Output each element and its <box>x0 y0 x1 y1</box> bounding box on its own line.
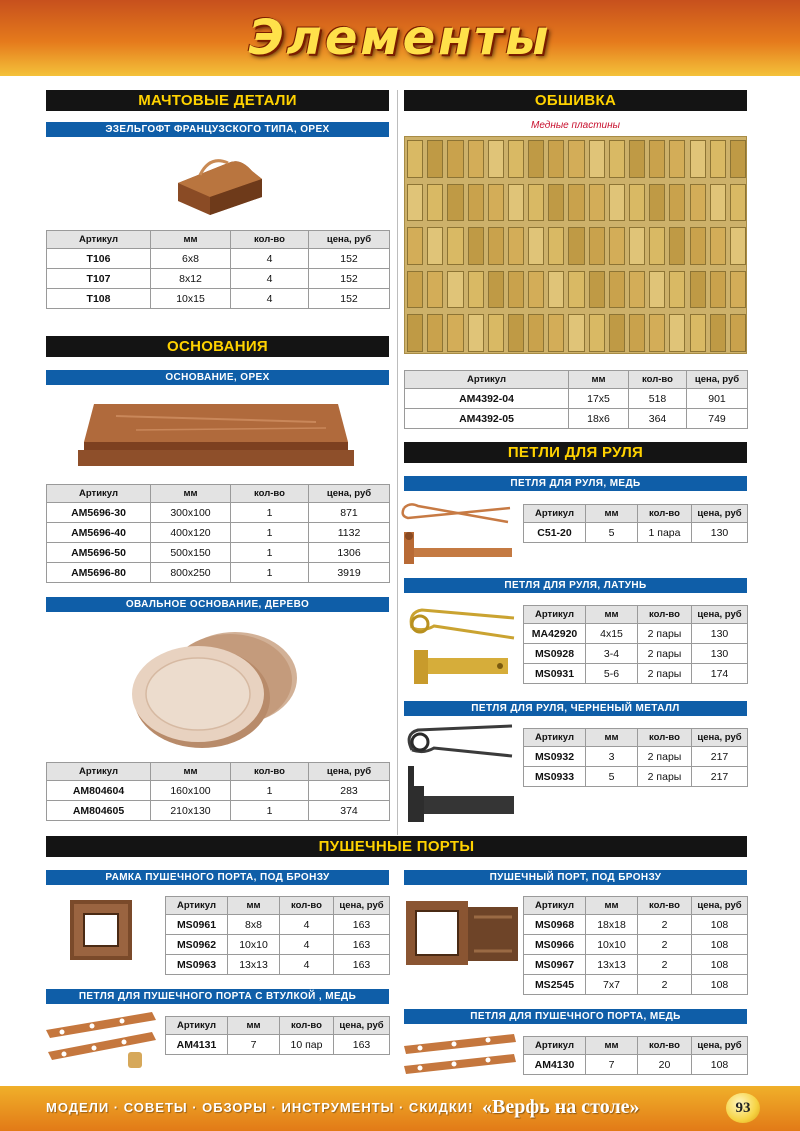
table-row: AM4392-05 18x6 364 749 <box>405 409 748 429</box>
col-article: Артикул <box>524 505 586 523</box>
col-mm: мм <box>586 505 638 523</box>
port-bronze-table <box>523 896 748 995</box>
col-mm: мм <box>586 606 638 624</box>
table-row: MS0968 18x18 2 108 <box>524 915 748 935</box>
col-price: цена, руб <box>692 1037 748 1055</box>
table-row: C51-20 5 1 пара 130 <box>524 523 748 543</box>
copper-plates-image <box>404 136 747 354</box>
page-number: 93 <box>726 1093 760 1123</box>
col-article: Артикул <box>166 1017 228 1035</box>
col-mm: мм <box>151 231 231 249</box>
section-plating: ОБШИВКА <box>404 90 747 111</box>
col-qty: кол-во <box>638 606 692 624</box>
col-price: цена, руб <box>309 485 390 503</box>
col-price: цена, руб <box>687 371 748 389</box>
col-mm: мм <box>151 485 231 503</box>
walnut-base-image <box>76 392 356 472</box>
table-row: MS0928 3-4 2 пары 130 <box>524 644 748 664</box>
table-row: MS2545 7x7 2 108 <box>524 975 748 995</box>
table-row: AM5696-80 800x250 1 3919 <box>47 563 390 583</box>
rudder-hinge-brass-image <box>404 598 520 690</box>
port-bronze-image <box>404 895 520 975</box>
col-mm: мм <box>151 763 231 781</box>
subsection-port-hinge-sleeve: ПЕТЛЯ ДЛЯ ПУШЕЧНОГО ПОРТА С ВТУЛКОЙ , МЕДЬ <box>46 989 389 1004</box>
oval-base-image <box>130 618 300 753</box>
col-article: Артикул <box>524 1037 586 1055</box>
table-row: MS0962 10x10 4 163 <box>166 935 390 955</box>
col-article: Артикул <box>47 485 151 503</box>
col-mm: мм <box>569 371 629 389</box>
port-hinge-copper-image <box>400 1030 520 1080</box>
section-gun-ports: ПУШЕЧНЫЕ ПОРТЫ <box>46 836 747 857</box>
table-row: MS0966 10x10 2 108 <box>524 935 748 955</box>
col-price: цена, руб <box>334 1017 390 1035</box>
col-qty: кол-во <box>638 729 692 747</box>
col-article: Артикул <box>524 729 586 747</box>
subsection-eselgoft: ЭЗЕЛЬГОФТ ФРАНЦУЗСКОГО ТИПА, ОРЕХ <box>46 122 389 137</box>
port-frame-image <box>68 898 134 962</box>
col-mm: мм <box>228 897 280 915</box>
walnut-base-table <box>46 484 390 583</box>
subsection-oval-base: ОВАЛЬНОЕ ОСНОВАНИЕ, ДЕРЕВО <box>46 597 389 612</box>
table-row: T106 6x8 4 152 <box>47 249 390 269</box>
col-article: Артикул <box>524 606 586 624</box>
col-qty: кол-во <box>638 897 692 915</box>
table-row: AM5696-40 400x120 1 1132 <box>47 523 390 543</box>
col-price: цена, руб <box>692 505 748 523</box>
port-hinge-sleeve-table <box>165 1016 390 1055</box>
subsection-rudder-copper: ПЕТЛЯ ДЛЯ РУЛЯ, МЕДЬ <box>404 476 747 491</box>
table-row: T108 10x15 4 152 <box>47 289 390 309</box>
table-row: MS0963 13x13 4 163 <box>166 955 390 975</box>
col-qty: кол-во <box>280 1017 334 1035</box>
col-article: Артикул <box>524 897 586 915</box>
column-divider <box>397 90 398 835</box>
col-price: цена, руб <box>692 606 748 624</box>
table-row: T107 8x12 4 152 <box>47 269 390 289</box>
page-footer <box>0 1086 800 1131</box>
section-mast-parts: МАЧТОВЫЕ ДЕТАЛИ <box>46 90 389 111</box>
table-row: AM5696-30 300x100 1 871 <box>47 503 390 523</box>
rudder-hinge-black-image <box>402 716 520 826</box>
col-mm: мм <box>586 1037 638 1055</box>
page-header <box>0 0 800 76</box>
section-bases: ОСНОВАНИЯ <box>46 336 389 357</box>
section-rudder-hinges: ПЕТЛИ ДЛЯ РУЛЯ <box>404 442 747 463</box>
col-qty: кол-во <box>638 1037 692 1055</box>
col-price: цена, руб <box>309 763 390 781</box>
col-article: Артикул <box>166 897 228 915</box>
col-mm: мм <box>586 897 638 915</box>
port-hinge-copper-table <box>523 1036 748 1075</box>
subsection-port-bronze: ПУШЕЧНЫЙ ПОРТ, ПОД БРОНЗУ <box>404 870 747 885</box>
table-row: MS0933 5 2 пары 217 <box>524 767 748 787</box>
rudder-black-table <box>523 728 748 787</box>
col-article: Артикул <box>47 763 151 781</box>
table-row: AM4392-04 17x5 518 901 <box>405 389 748 409</box>
subsection-rudder-black: ПЕТЛЯ ДЛЯ РУЛЯ, ЧЕРНЕНЫЙ МЕТАЛЛ <box>404 701 747 716</box>
col-qty: кол-во <box>231 763 309 781</box>
col-article: Артикул <box>47 231 151 249</box>
page-title: Элементы <box>248 10 552 66</box>
rudder-hinge-copper-image <box>400 496 518 576</box>
oval-base-table <box>46 762 390 821</box>
table-row: AM804605 210x130 1 374 <box>47 801 390 821</box>
table-row: MA42920 4x15 2 пары 130 <box>524 624 748 644</box>
table-row: AM5696-50 500x150 1 1306 <box>47 543 390 563</box>
table-row: AM4130 7 20 108 <box>524 1055 748 1075</box>
col-price: цена, руб <box>692 897 748 915</box>
col-qty: кол-во <box>231 485 309 503</box>
port-hinge-sleeve-image <box>42 1004 162 1074</box>
col-qty: кол-во <box>280 897 334 915</box>
col-mm: мм <box>586 729 638 747</box>
col-article: Артикул <box>405 371 569 389</box>
plates-caption: Медные пластины <box>531 120 620 131</box>
col-qty: кол-во <box>638 505 692 523</box>
footer-brand: «Верфь на столе» <box>482 1096 640 1118</box>
subsection-base-walnut: ОСНОВАНИЕ, ОРЕХ <box>46 370 389 385</box>
rudder-brass-table <box>523 605 748 684</box>
subsection-port-frame: РАМКА ПУШЕЧНОГО ПОРТА, ПОД БРОНЗУ <box>46 870 389 885</box>
table-row: AM4131 7 10 пар 163 <box>166 1035 390 1055</box>
col-price: цена, руб <box>334 897 390 915</box>
subsection-port-hinge-copper: ПЕТЛЯ ДЛЯ ПУШЕЧНОГО ПОРТА, МЕДЬ <box>404 1009 747 1024</box>
subsection-rudder-brass: ПЕТЛЯ ДЛЯ РУЛЯ, ЛАТУНЬ <box>404 578 747 593</box>
footer-tagline: МОДЕЛИ · СОВЕТЫ · ОБЗОРЫ · ИНСТРУМЕНТЫ · СКИДКИ! <box>46 1100 474 1115</box>
col-qty: кол-во <box>231 231 309 249</box>
table-row: AM804604 160x100 1 283 <box>47 781 390 801</box>
port-frame-table <box>165 896 390 975</box>
col-price: цена, руб <box>309 231 390 249</box>
eselgoft-image <box>170 145 270 220</box>
eselgoft-table <box>46 230 390 309</box>
col-mm: мм <box>228 1017 280 1035</box>
plates-table <box>404 370 748 429</box>
table-row: MS0931 5-6 2 пары 174 <box>524 664 748 684</box>
rudder-copper-table <box>523 504 748 543</box>
col-qty: кол-во <box>629 371 687 389</box>
table-row: MS0932 3 2 пары 217 <box>524 747 748 767</box>
table-row: MS0961 8x8 4 163 <box>166 915 390 935</box>
table-row: MS0967 13x13 2 108 <box>524 955 748 975</box>
col-price: цена, руб <box>692 729 748 747</box>
